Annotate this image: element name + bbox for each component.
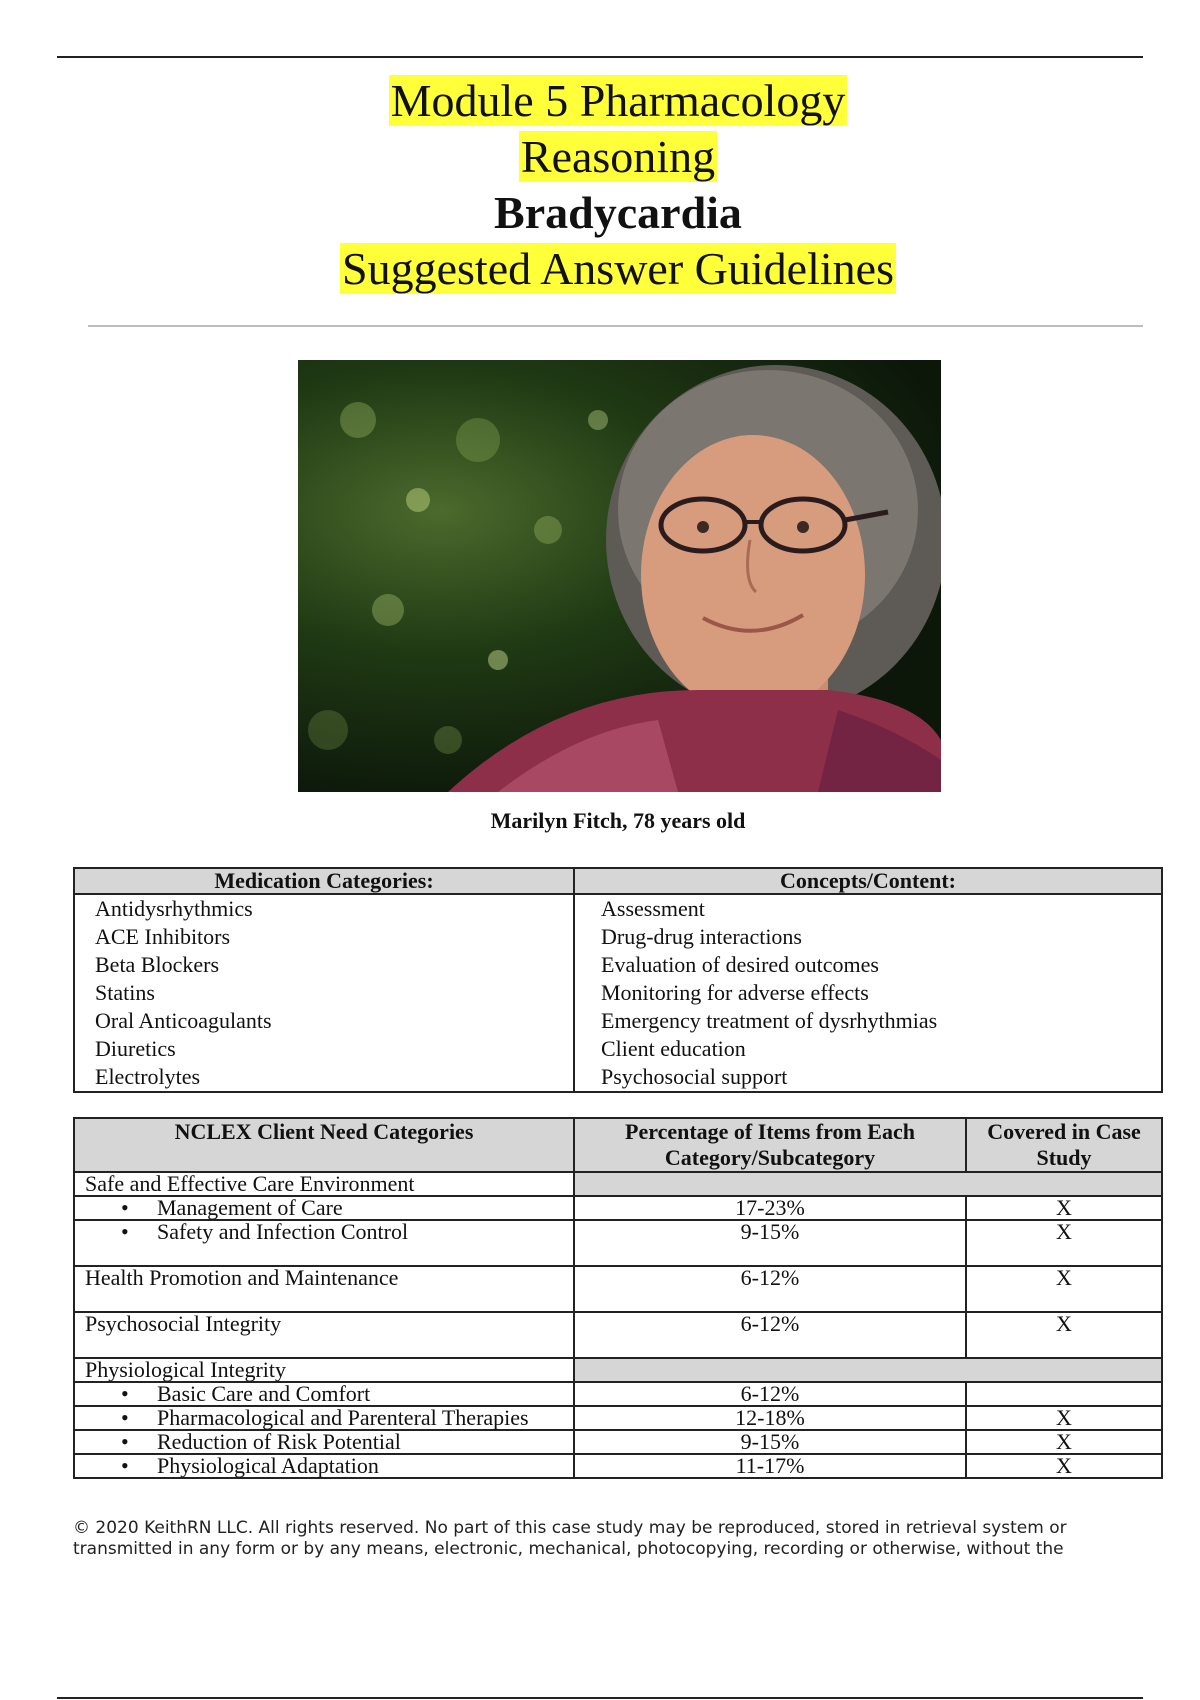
table-row (74, 1406, 1162, 1430)
percent-cell: 6-12% (574, 1266, 966, 1312)
covered-cell: X (966, 1266, 1162, 1312)
concepts-content-header: Concepts/Content: (574, 868, 1162, 894)
nclex-category-header: NCLEX Client Need Categories (74, 1118, 574, 1172)
list-item: Psychosocial support (601, 1064, 788, 1089)
list-item: Assessment (601, 896, 705, 921)
list-item: Antidysrhythmics (95, 896, 253, 921)
medication-categories-header: Medication Categories: (74, 868, 574, 894)
category-cell: • Reduction of Risk Potential (74, 1430, 574, 1454)
category-cell: • Safety and Infection Control (74, 1220, 574, 1266)
document-title (0, 73, 1200, 297)
percent-cell: 9-15% (574, 1430, 966, 1454)
covered-cell: X (966, 1430, 1162, 1454)
percent-cell: 6-12% (574, 1312, 966, 1358)
table-row (74, 1220, 1162, 1266)
title-divider (88, 325, 1143, 327)
percent-cell: 17-23% (574, 1196, 966, 1220)
table-row (74, 1358, 1162, 1382)
covered-cell: X (966, 1312, 1162, 1358)
covered-header: Covered in Case Study (966, 1118, 1162, 1172)
footer-line-1: © 2020 KeithRN LLC. All rights reserved. No part of this case study may be reproduced, stored in retrieval system or (73, 1518, 1067, 1538)
list-item: Beta Blockers (95, 952, 220, 977)
title-line-4: Suggested Answer Guidelines (342, 243, 894, 294)
table-row (74, 1312, 1162, 1358)
category-cell: Psychosocial Integrity (74, 1312, 574, 1358)
table-row (74, 1430, 1162, 1454)
percent-cell: 6-12% (574, 1382, 966, 1406)
patient-photo (298, 360, 941, 792)
title-line-3: Bradycardia (494, 187, 742, 238)
category-cell: Safe and Effective Care Environment (74, 1172, 574, 1196)
footer-line-2: transmitted in any form or by any means, electronic, mechanical, photocopying, recording or otherwise, without the (73, 1539, 1064, 1559)
category-cell: • Management of Care (74, 1196, 574, 1220)
category-cell: Health Promotion and Maintenance (74, 1266, 574, 1312)
top-rule (57, 56, 1143, 58)
title-line-1: Module 5 Pharmacology (390, 75, 846, 126)
list-item: Client education (601, 1036, 746, 1061)
list-item: ACE Inhibitors (95, 924, 231, 949)
list-item: Emergency treatment of dysrhythmias (601, 1008, 938, 1033)
section-shade-cell (574, 1358, 1162, 1382)
category-cell: • Physiological Adaptation (74, 1454, 574, 1478)
table-row (74, 1382, 1162, 1406)
concepts-list-cell (574, 894, 1162, 1092)
covered-cell: X (966, 1406, 1162, 1430)
covered-cell (966, 1382, 1162, 1406)
covered-cell: X (966, 1220, 1162, 1266)
list-item: Statins (95, 980, 155, 1005)
table-row (74, 1196, 1162, 1220)
table-row (74, 1172, 1162, 1196)
covered-cell: X (966, 1196, 1162, 1220)
list-item: Evaluation of desired outcomes (601, 952, 879, 977)
nclex-categories-table (73, 1117, 1163, 1479)
title-line-2: Reasoning (520, 131, 716, 182)
medication-concepts-table (73, 867, 1163, 1093)
bottom-rule (57, 1697, 1143, 1699)
percent-cell: 9-15% (574, 1220, 966, 1266)
list-item: Monitoring for adverse effects (601, 980, 869, 1005)
list-item: Diuretics (95, 1036, 176, 1061)
covered-cell: X (966, 1454, 1162, 1478)
list-item: Electrolytes (95, 1064, 201, 1089)
table-row (74, 1454, 1162, 1478)
percent-cell: 12-18% (574, 1406, 966, 1430)
section-shade-cell (574, 1172, 1162, 1196)
category-cell: • Basic Care and Comfort (74, 1382, 574, 1406)
percent-cell: 11-17% (574, 1454, 966, 1478)
percentage-header: Percentage of Items from Each Category/Subcategory (574, 1118, 966, 1172)
table-row (74, 1266, 1162, 1312)
list-item: Drug-drug interactions (601, 924, 802, 949)
medication-list-cell (74, 894, 574, 1092)
category-cell: Physiological Integrity (74, 1358, 574, 1382)
portrait-illustration (298, 360, 941, 792)
category-cell: • Pharmacological and Parenteral Therapies (74, 1406, 574, 1430)
photo-caption: Marilyn Fitch, 78 years old (490, 808, 746, 833)
copyright-footer (73, 1518, 1173, 1560)
list-item: Oral Anticoagulants (95, 1008, 272, 1033)
